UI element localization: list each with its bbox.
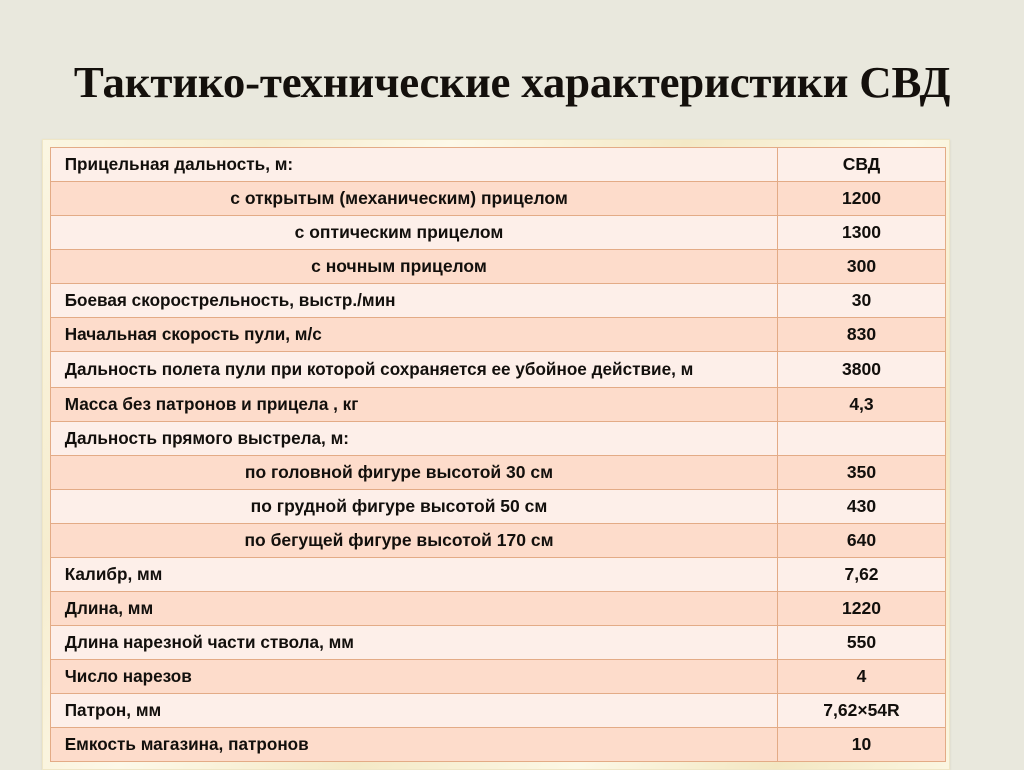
table-cell-label <box>51 592 778 626</box>
row-label: Длина, мм <box>64 598 154 618</box>
table-row <box>51 352 946 388</box>
row-label: Число нарезов <box>64 666 192 686</box>
row-label: Калибр, мм <box>64 564 163 584</box>
table-row <box>51 694 946 728</box>
table-cell-label <box>51 388 778 422</box>
row-value: 1200 <box>842 188 881 208</box>
row-label: Емкость магазина, патронов <box>64 734 309 754</box>
row-value: 1300 <box>842 222 881 242</box>
row-label: с оптическим прицелом <box>294 222 504 242</box>
table-cell-value <box>778 626 946 660</box>
row-label: с открытым (механическим) прицелом <box>230 188 568 208</box>
table-row <box>51 558 946 592</box>
row-value: 10 <box>851 734 872 754</box>
row-value: 1220 <box>842 598 881 618</box>
table-row <box>51 660 946 694</box>
table-cell-label <box>51 216 778 250</box>
table-cell-label <box>51 182 778 216</box>
row-value: 7,62 <box>844 564 879 584</box>
table-frame <box>42 139 950 770</box>
table-cell-label <box>51 318 778 352</box>
table-cell-value <box>778 352 946 388</box>
table-row <box>51 490 946 524</box>
row-label: Прицельная дальность, м: <box>64 154 294 174</box>
table-row <box>51 388 946 422</box>
table-row <box>51 728 946 762</box>
table-row <box>51 524 946 558</box>
row-value: 4 <box>856 666 867 686</box>
table-row <box>51 422 946 456</box>
row-value: 7,62×54R <box>823 700 900 720</box>
row-label: по грудной фигуре высотой 50 см <box>250 496 548 516</box>
table-cell-value <box>778 694 946 728</box>
row-label: по головной фигуре высотой 30 см <box>244 462 554 482</box>
row-value: 550 <box>846 632 877 652</box>
table-cell-value <box>778 148 946 182</box>
table-cell-value <box>778 422 946 456</box>
row-value: 430 <box>846 496 877 516</box>
table-cell-label <box>51 490 778 524</box>
table-row <box>51 250 946 284</box>
table-cell-value <box>778 728 946 762</box>
table-cell-label <box>51 660 778 694</box>
table-cell-value <box>778 524 946 558</box>
table-cell-value <box>778 660 946 694</box>
row-value: 4,3 <box>849 394 874 414</box>
table-row <box>51 592 946 626</box>
table-cell-value <box>778 456 946 490</box>
table-cell-label <box>51 422 778 456</box>
table-cell-value <box>778 250 946 284</box>
table-cell-label <box>51 524 778 558</box>
row-label: Дальность полета пули при которой сохраняется ее убойное действие, м <box>64 359 694 379</box>
row-value: 300 <box>846 256 877 276</box>
row-value <box>778 422 945 455</box>
table-row <box>51 318 946 352</box>
table-cell-label <box>51 352 778 388</box>
table-cell-label <box>51 558 778 592</box>
table-cell-label <box>51 250 778 284</box>
table-cell-value <box>778 318 946 352</box>
row-label: с ночным прицелом <box>311 256 487 276</box>
table-row <box>51 216 946 250</box>
row-value: 830 <box>846 324 877 344</box>
row-label: Патрон, мм <box>64 700 162 720</box>
row-value: 30 <box>851 290 872 310</box>
table-cell-label <box>51 148 778 182</box>
table-row <box>51 626 946 660</box>
row-label: Дальность прямого выстрела, м: <box>64 428 349 448</box>
table-row <box>51 182 946 216</box>
row-label: Масса без патронов и прицела , кг <box>64 394 359 414</box>
table-cell-label <box>51 728 778 762</box>
table-cell-value <box>778 558 946 592</box>
table-cell-label <box>51 456 778 490</box>
row-label: по бегущей фигуре высотой 170 см <box>244 530 554 550</box>
table-cell-value <box>778 490 946 524</box>
table-body <box>51 148 946 762</box>
specifications-table <box>50 147 946 762</box>
table-cell-value <box>778 216 946 250</box>
row-value: СВД <box>842 154 881 174</box>
table-cell-label <box>51 626 778 660</box>
table-cell-value <box>778 284 946 318</box>
table-cell-value <box>778 182 946 216</box>
table-row <box>51 456 946 490</box>
row-value: 640 <box>846 530 877 550</box>
table-row <box>51 148 946 182</box>
page-title: Тактико-технические характеристики СВД <box>73 58 951 107</box>
row-value: 350 <box>846 462 877 482</box>
table-cell-label <box>51 694 778 728</box>
table-cell-label <box>51 284 778 318</box>
row-label: Начальная скорость пули, м/с <box>64 324 322 344</box>
row-value: 3800 <box>842 359 881 379</box>
row-label: Боевая скорострельность, выстр./мин <box>64 290 396 310</box>
table-cell-value <box>778 592 946 626</box>
row-label: Длина нарезной части ствола, мм <box>64 632 355 652</box>
table-row <box>51 284 946 318</box>
table-cell-value <box>778 388 946 422</box>
